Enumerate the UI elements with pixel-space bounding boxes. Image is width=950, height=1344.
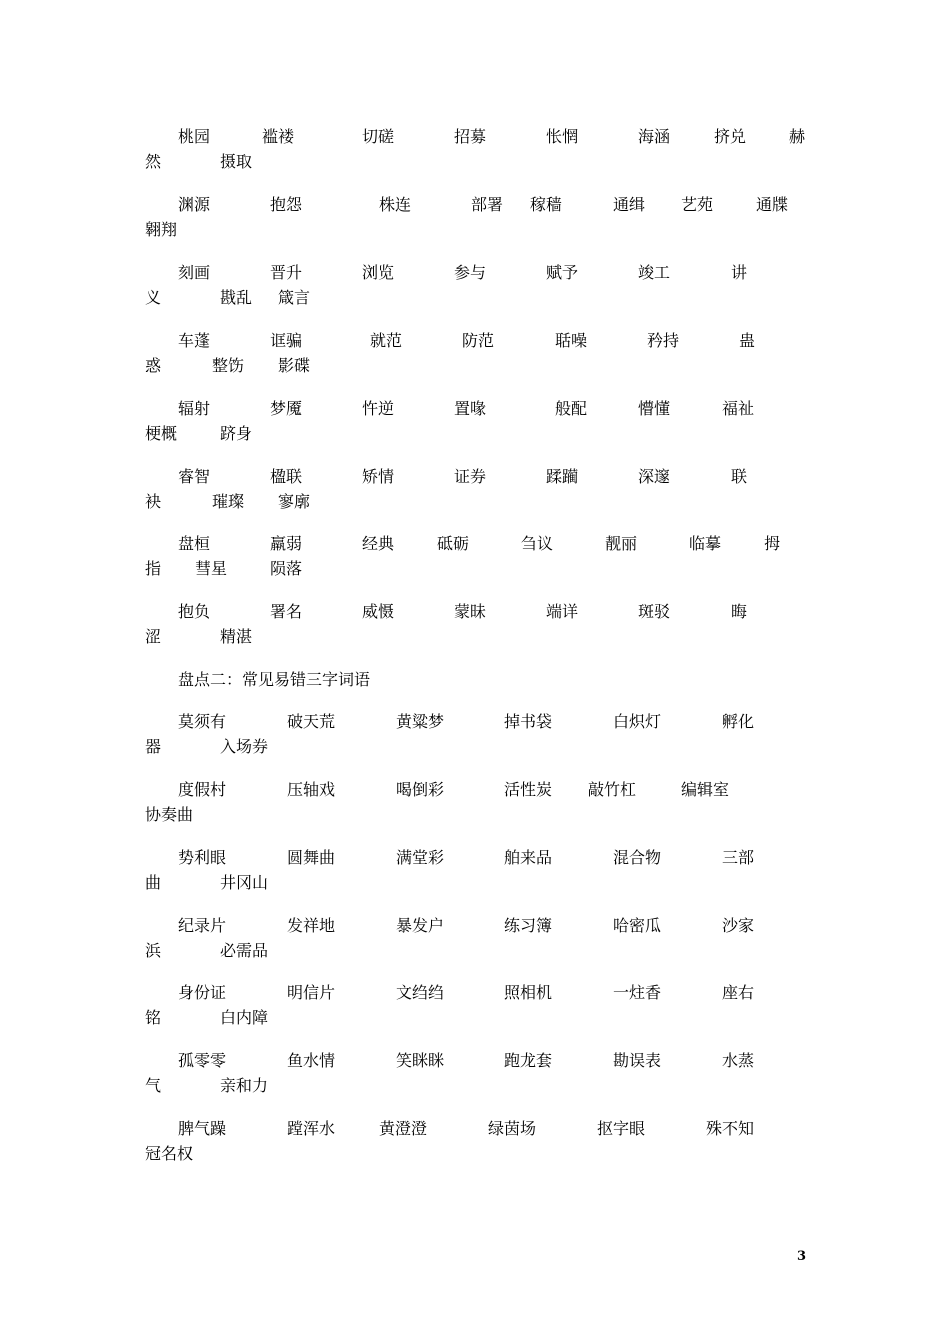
word: 矫情 [362, 467, 395, 486]
word: 破天荒 [287, 712, 336, 731]
word: 练习簿 [504, 916, 553, 935]
word: 斑驳 [638, 602, 671, 621]
word: 般配 [555, 399, 588, 418]
word: 渊源 [178, 195, 211, 214]
word: 发祥地 [287, 916, 336, 935]
word-row-8 [145, 600, 825, 652]
word: 孤零零 [178, 1051, 227, 1070]
word: 蛊 [739, 331, 756, 350]
word: 脾气躁 [178, 1119, 227, 1138]
word: 白内障 [220, 1008, 269, 1027]
word: 义 [145, 288, 162, 307]
word: 蹂躏 [546, 467, 579, 486]
word: 盘桓 [178, 534, 211, 553]
word: 一炷香 [613, 983, 662, 1002]
word: 褴褛 [262, 127, 295, 146]
page-number: 3 [797, 1249, 807, 1264]
word: 袂 [145, 492, 162, 511]
word: 拇 [764, 534, 781, 553]
word: 威慑 [362, 602, 395, 621]
word: 入场券 [220, 737, 269, 756]
word: 就范 [370, 331, 403, 350]
word: 桃园 [178, 127, 211, 146]
word: 戡乱 [220, 288, 253, 307]
word: 讲 [731, 263, 748, 282]
word: 必需品 [220, 941, 269, 960]
word: 抱负 [178, 602, 211, 621]
word: 身份证 [178, 983, 227, 1002]
word: 三部 [722, 848, 755, 867]
word: 寥廓 [278, 492, 311, 511]
word: 笑眯眯 [396, 1051, 445, 1070]
word: 暴发户 [396, 916, 445, 935]
word: 挤兑 [714, 127, 747, 146]
word: 通缉 [613, 195, 646, 214]
word: 车蓬 [178, 331, 211, 350]
word: 曲 [145, 873, 162, 892]
word: 莫须有 [178, 712, 227, 731]
word: 圆舞曲 [287, 848, 336, 867]
word: 株连 [379, 195, 412, 214]
word: 箴言 [278, 288, 311, 307]
word: 砥砺 [437, 534, 470, 553]
word: 编辑室 [681, 780, 730, 799]
word: 协奏曲 [145, 805, 194, 824]
word: 然 [145, 152, 162, 171]
word: 绿茵场 [488, 1119, 537, 1138]
word-row-11 [145, 846, 825, 898]
word: 矜持 [647, 331, 680, 350]
word: 座右 [722, 983, 755, 1002]
word: 水蒸 [722, 1051, 755, 1070]
word-row-7 [145, 532, 825, 584]
word: 明信片 [287, 983, 336, 1002]
word: 气 [145, 1076, 162, 1095]
word-row-4 [145, 329, 825, 381]
word: 晦 [731, 602, 748, 621]
word: 哈密瓜 [613, 916, 662, 935]
word: 整饬 [212, 356, 245, 375]
word: 黄粱梦 [396, 712, 445, 731]
word: 怅惘 [546, 127, 579, 146]
word: 鱼水情 [287, 1051, 336, 1070]
word: 参与 [454, 263, 487, 282]
word: 井冈山 [220, 873, 269, 892]
word-row-9 [145, 710, 825, 762]
word: 孵化 [722, 712, 755, 731]
word: 海涵 [638, 127, 671, 146]
word: 指 [145, 559, 162, 578]
word: 懵懂 [638, 399, 671, 418]
word: 赋予 [546, 263, 579, 282]
word: 端详 [546, 602, 579, 621]
section-heading: 盘点二：常见易错三字词语 [178, 670, 371, 689]
word: 照相机 [504, 983, 553, 1002]
word: 楹联 [270, 467, 303, 486]
word: 陨落 [270, 559, 303, 578]
word: 切磋 [362, 127, 395, 146]
word: 抱怨 [270, 195, 303, 214]
word: 通牒 [756, 195, 789, 214]
word: 混合物 [613, 848, 662, 867]
word-row-10 [145, 778, 825, 830]
word: 浜 [145, 941, 162, 960]
word: 防范 [462, 331, 495, 350]
word: 靓丽 [605, 534, 638, 553]
word: 诓骗 [270, 331, 303, 350]
word-row-3 [145, 261, 825, 313]
word-row-13 [145, 981, 825, 1033]
word-row-12 [145, 914, 825, 966]
word: 涩 [145, 627, 162, 646]
word: 联 [731, 467, 748, 486]
word: 活性炭 [504, 780, 553, 799]
word-row-14 [145, 1049, 825, 1101]
word: 蹚浑水 [287, 1119, 336, 1138]
word: 刻画 [178, 263, 211, 282]
word: 度假村 [178, 780, 227, 799]
word: 经典 [362, 534, 395, 553]
word: 亲和力 [220, 1076, 269, 1095]
word-row-6 [145, 465, 825, 517]
word: 沙家 [722, 916, 755, 935]
word: 掉书袋 [504, 712, 553, 731]
word: 冠名权 [145, 1144, 194, 1163]
word: 势利眼 [178, 848, 227, 867]
word: 证券 [454, 467, 487, 486]
word: 晋升 [270, 263, 303, 282]
word: 艺苑 [681, 195, 714, 214]
word: 敲竹杠 [588, 780, 637, 799]
word: 喝倒彩 [396, 780, 445, 799]
word: 文绉绉 [396, 983, 445, 1002]
word: 铭 [145, 1008, 162, 1027]
word: 署名 [270, 602, 303, 621]
word: 稼穑 [530, 195, 563, 214]
word: 竣工 [638, 263, 671, 282]
word-row-2 [145, 193, 825, 245]
word: 临摹 [689, 534, 722, 553]
word: 睿智 [178, 467, 211, 486]
word: 满堂彩 [396, 848, 445, 867]
word: 白炽灯 [613, 712, 662, 731]
word: 影碟 [278, 356, 311, 375]
word: 惑 [145, 356, 162, 375]
word: 梦魇 [270, 399, 303, 418]
word: 跑龙套 [504, 1051, 553, 1070]
word: 璀璨 [212, 492, 245, 511]
word: 招募 [454, 127, 487, 146]
word: 蒙昧 [454, 602, 487, 621]
word: 彗星 [195, 559, 228, 578]
word-row-1 [145, 125, 825, 177]
word: 赫 [789, 127, 806, 146]
word: 跻身 [220, 424, 253, 443]
word: 梗概 [145, 424, 178, 443]
word-row-5 [145, 397, 825, 449]
word: 抠字眼 [597, 1119, 646, 1138]
word: 羸弱 [270, 534, 303, 553]
word: 压轴戏 [287, 780, 336, 799]
word-row-15 [145, 1117, 825, 1169]
word: 福祉 [722, 399, 755, 418]
word: 精湛 [220, 627, 253, 646]
word: 殊不知 [706, 1119, 755, 1138]
word: 浏览 [362, 263, 395, 282]
word: 深邃 [638, 467, 671, 486]
word: 舶来品 [504, 848, 553, 867]
word: 刍议 [521, 534, 554, 553]
word: 摄取 [220, 152, 253, 171]
word: 置喙 [454, 399, 487, 418]
word: 聒噪 [555, 331, 588, 350]
word: 器 [145, 737, 162, 756]
word: 纪录片 [178, 916, 227, 935]
word: 部署 [471, 195, 504, 214]
word: 勘误表 [613, 1051, 662, 1070]
word: 忤逆 [362, 399, 395, 418]
word: 黄澄澄 [379, 1119, 428, 1138]
word: 辐射 [178, 399, 211, 418]
word: 翱翔 [145, 220, 178, 239]
